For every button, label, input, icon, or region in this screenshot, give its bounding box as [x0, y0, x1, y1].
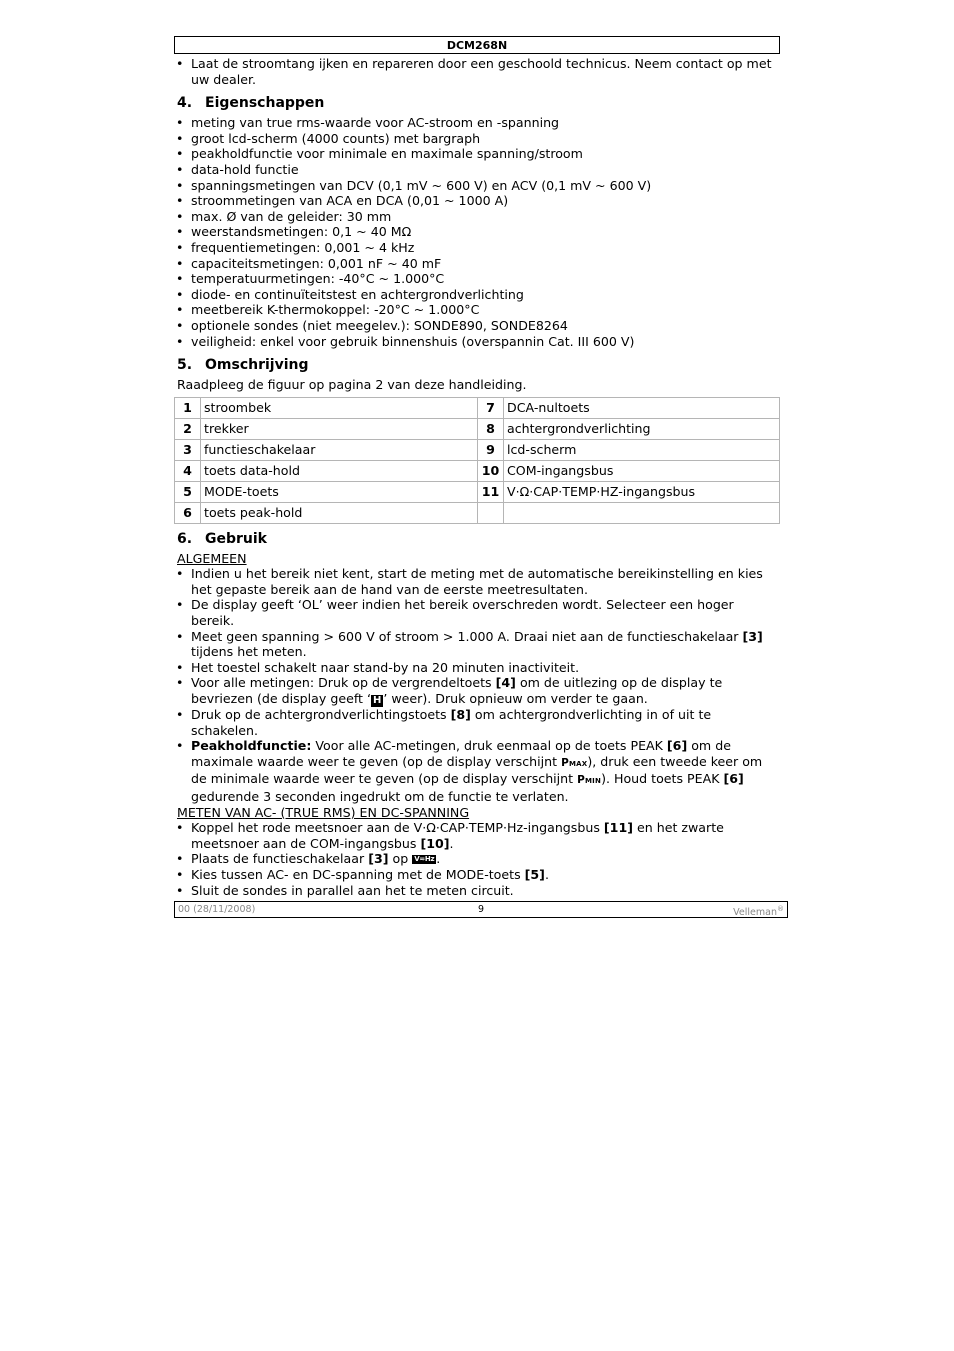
ac-dc-list — [174, 820, 780, 898]
feature-item: • meetbereik K-thermokoppel: -20°C ~ 1.000°C — [174, 302, 780, 318]
list-item: • Sluit de sondes in parallel aan het te meten circuit. — [174, 883, 780, 899]
list-item: • Indien u het bereik niet kent, start de meting met de automatische bereikinstelling en kies het gepaste bereik aan de hand van de eerste meetresultaten. — [174, 566, 780, 597]
list-item: • Plaats de functieschakelaar [3] op V≂Hz . — [174, 851, 780, 867]
table-row — [175, 481, 780, 502]
document-header: DCM268N — [174, 36, 780, 54]
pmax-label: Pmax — [561, 756, 588, 769]
part-name-cell: V·Ω·CAP·TEMP·HZ-ingangsbus — [504, 481, 780, 502]
list-item: • De display geeft ‘OL’ weer indien het bereik overschreden wordt. Selecteer een hoger bereik. — [174, 597, 780, 628]
footer-brand: Velleman® — [733, 905, 784, 919]
feature-item: • meting van true rms-waarde voor AC-stroom en -spanning — [174, 115, 780, 131]
feature-item: • frequentiemetingen: 0,001 ~ 4 kHz — [174, 240, 780, 256]
part-number-cell: 6 — [175, 502, 201, 523]
page-footer — [174, 901, 788, 918]
part-name-cell: lcd-scherm — [504, 439, 780, 460]
feature-item: • optionele sondes (niet meegelev.): SONDE890, SONDE8264 — [174, 318, 780, 334]
section-heading-6: 6. Gebruik — [177, 530, 267, 547]
part-name-cell: toets data-hold — [201, 460, 478, 481]
part-name-cell: DCA-nultoets — [504, 397, 780, 418]
part-number-cell: 10 — [478, 460, 504, 481]
intro-list — [174, 56, 780, 87]
section-heading-4: 4. Eigenschappen — [177, 95, 325, 112]
footer-date: 00 (28/11/2008) — [178, 904, 256, 915]
list-item: • Druk op de achtergrondverlichtingstoets [8] om achtergrondverlichting in of uit te schakelen. — [174, 707, 780, 738]
feature-item: • diode- en continuïteitstest en achtergrondverlichting — [174, 287, 780, 303]
part-number-cell: 7 — [478, 397, 504, 418]
feature-item: • temperatuurmetingen: -40°C ~ 1.000°C — [174, 271, 780, 287]
section-heading-5: 5. Omschrijving — [177, 357, 309, 374]
parts-table — [174, 397, 780, 524]
list-item: • Het toestel schakelt naar stand-by na 20 minuten inactiviteit. — [174, 660, 780, 676]
table-row — [175, 397, 780, 418]
feature-item: • groot lcd-scherm (4000 counts) met bargraph — [174, 131, 780, 147]
table-row — [175, 460, 780, 481]
part-number-cell — [478, 502, 504, 523]
section-intro: Raadpleeg de figuur op pagina 2 van deze handleiding. — [177, 377, 527, 393]
feature-item: • spanningsmetingen van DCV (0,1 mV ~ 600 V) en ACV (0,1 mV ~ 600 V) — [174, 178, 780, 194]
list-item: • Koppel het rode meetsnoer aan de V·Ω·CAP·TEMP·Hz-ingangsbus [11] en het zwarte meetsnoer aan de COM-ingangsbus [10]. — [174, 820, 780, 851]
list-item: • Meet geen spanning > 600 V of stroom > 1.000 A. Draai niet aan de functieschakelaar [3] tijdens het meten. — [174, 629, 780, 660]
feature-item: • peakholdfunctie voor minimale en maximale spanning/stroom — [174, 146, 780, 162]
part-number-cell: 8 — [478, 418, 504, 439]
list-item: • Laat de stroomtang ijken en repareren door een geschoold technicus. Neem contact op met uw dealer. — [174, 56, 780, 87]
feature-item: • stroommetingen van ACA en DCA (0,01 ~ 1000 A) — [174, 193, 780, 209]
feature-item: • max. Ø van de geleider: 30 mm — [174, 209, 780, 225]
hold-icon: H — [373, 695, 382, 707]
list-item: • Peakholdfunctie: Voor alle AC-metingen, druk eenmaal op de toets PEAK [6] om de maximale waarde weer te geven (op de display verschijnt Pmax), druk een tweede keer om de minimale waarde weer te geven (op de display verschijnt Pmin). Houd toets PEAK [6] gedurende 3 seconden ingedrukt om de functie te verlaten. — [174, 738, 780, 804]
list-item: • Kies tussen AC- en DC-spanning met de MODE-toets [5]. — [174, 867, 780, 883]
page-content — [174, 36, 780, 898]
feature-item: • veiligheid: enkel voor gebruik binnenshuis (overspannin Cat. III 600 V) — [174, 334, 780, 350]
part-name-cell: MODE-toets — [201, 481, 478, 502]
table-row — [175, 418, 780, 439]
subheading-general: ALGEMEEN — [177, 550, 247, 566]
part-number-cell: 1 — [175, 397, 201, 418]
part-number-cell: 3 — [175, 439, 201, 460]
part-name-cell — [504, 502, 780, 523]
part-number-cell: 11 — [478, 481, 504, 502]
voltage-hz-icon: V≂Hz — [414, 855, 435, 864]
part-name-cell: stroombek — [201, 397, 478, 418]
part-number-cell: 4 — [175, 460, 201, 481]
part-number-cell: 9 — [478, 439, 504, 460]
part-name-cell: functieschakelaar — [201, 439, 478, 460]
features-list — [174, 115, 780, 349]
table-row — [175, 439, 780, 460]
table-row — [175, 502, 780, 523]
part-name-cell: toets peak-hold — [201, 502, 478, 523]
subheading-ac-dc: METEN VAN AC- (TRUE RMS) EN DC-SPANNING — [177, 804, 470, 820]
part-name-cell: trekker — [201, 418, 478, 439]
part-name-cell: COM-ingangsbus — [504, 460, 780, 481]
feature-item: • capaciteitsmetingen: 0,001 nF ~ 40 mF — [174, 256, 780, 272]
feature-item: • weerstandsmetingen: 0,1 ~ 40 MΩ — [174, 224, 780, 240]
list-item: • Voor alle metingen: Druk op de vergrendeltoets [4] om de uitlezing op de display te bevriezen (de display geeft ‘ H ’ weer). Druk opnieuw om verder te gaan. — [174, 675, 780, 707]
part-number-cell: 2 — [175, 418, 201, 439]
page-number: 9 — [477, 904, 485, 915]
general-list — [174, 566, 780, 804]
part-name-cell: achtergrondverlichting — [504, 418, 780, 439]
feature-item: • data-hold functie — [174, 162, 780, 178]
part-number-cell: 5 — [175, 481, 201, 502]
pmin-label: Pmin — [577, 774, 602, 787]
